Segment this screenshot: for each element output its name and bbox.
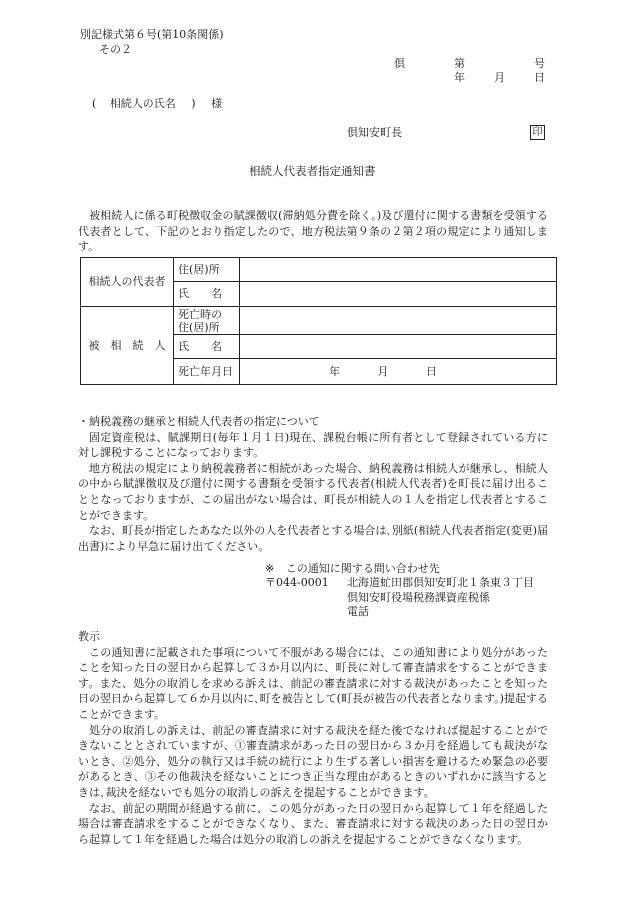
decedent-address-label-line2: 住(居)所 <box>178 320 220 334</box>
representative-name-label: 氏 名 <box>174 282 240 307</box>
contact-postal-code: 〒044-0001 <box>265 576 329 589</box>
addressee-close-paren: ) <box>191 97 196 110</box>
death-date-field[interactable] <box>240 359 557 385</box>
contact-address: 北海道虻田郡倶知安町北１条東３丁目 <box>347 576 534 589</box>
issue-day-label: 日 <box>534 71 545 84</box>
issuer-name: 倶知安町長 <box>347 126 402 139</box>
seal-text: 印 <box>530 125 545 140</box>
issue-year-label: 年 <box>454 71 465 84</box>
addressee-open-paren: ( <box>92 97 97 110</box>
issue-month-label: 月 <box>494 71 505 84</box>
notes-section <box>78 414 548 554</box>
addressee-honorific: 様 <box>211 97 223 110</box>
representative-label: 相続人の代表者 <box>81 258 174 307</box>
reference-suffix: 号 <box>534 57 545 70</box>
contact-phone-label: 電話 <box>347 605 369 618</box>
designation-table <box>80 257 557 385</box>
instruction-heading: 教示 <box>78 630 100 643</box>
decedent-label: 被 相 続 人 <box>81 307 174 385</box>
instruction-paragraph-3: なお、前記の期間が経過する前に、この処分があった日の翌日から起算して１年を経過した場合は審査請求をすることができなくなり、また、審査請求に対する裁決のあった日の翌日から起算して１年を経過した場合は処分の取消しの訴えを提起することができなくなります。 <box>78 801 548 846</box>
decedent-address-label <box>174 307 240 335</box>
contact-office: 倶知安町役場税務課資産税係 <box>347 591 490 604</box>
notes-paragraph-1: 固定資産税は、賦課期日(毎年１月１日)現在、課税台帳に所有者として登録されている方に対し課税することになっております。 <box>78 430 548 460</box>
reference-prefix: 倶 <box>394 57 405 70</box>
representative-name-field[interactable] <box>240 282 557 307</box>
decedent-name-field[interactable] <box>240 335 557 359</box>
death-day-label: 日 <box>426 364 437 378</box>
instruction-section <box>78 629 548 847</box>
contact-mark: ※ <box>265 562 275 575</box>
form-sub-number: その２ <box>99 43 132 56</box>
representative-address-label: 住(居)所 <box>174 258 240 282</box>
decedent-address-label-line1: 死亡時の <box>178 307 222 321</box>
death-date-label: 死亡年月日 <box>174 359 240 385</box>
notes-paragraph-2: 地方税法の規定により納税義務者に相続があった場合、納税義務は相続人が継承し、相続人の中から賦課徴収及び還付に関する書類を受領する代表者(相続人代表者)を町長に届け出ることとなっておりますが、この届出がない場合は、町長が相続人の１人を指定し代表者とすることができます。 <box>78 461 548 522</box>
reference-no-label: 第 <box>454 57 465 70</box>
contact-heading <box>265 562 440 575</box>
seal-mark <box>530 125 545 140</box>
document-title: 相続人代表者指定通知書 <box>249 164 376 178</box>
decedent-name-label: 氏 名 <box>174 335 240 359</box>
death-month-label: 月 <box>377 364 389 378</box>
addressee-name-placeholder: 相続人の氏名 <box>109 97 176 110</box>
form-number: 別記様式第６号(第10条関係) <box>80 28 224 41</box>
decedent-address-field[interactable] <box>240 307 557 335</box>
notes-paragraph-3: なお、町長が指定したあなた以外の人を代表者とする場合は､別紙(相続人代表者指定(変更)届出書)により早急に届け出てください。 <box>78 524 548 553</box>
intro-paragraph: 被相続人に係る町税徴収金の賦課徴収(滞納処分費を除く。)及び還付に関する書類を受領する代表者として、下記のとおり指定したので、地方税法第９条の２第２項の規定により通知します。 <box>78 209 548 254</box>
addressee <box>92 97 222 110</box>
contact-label: この通知に関する問い合わせ先 <box>285 562 440 575</box>
instruction-paragraph-2: 処分の取消しの訴えは、前記の審査請求に対する裁決を経た後でなければ提起することができないこととされていますが、①審査請求があった日の翌日から３か月を経過しても裁決がないとき、②処分、処分の執行又は手続の続行により生ずる著しい損害を避けるため緊急の必要があるとき、③その他裁決を経ないことにつき正当な理由があるときのいずれかに該当するときは､裁決を経ないでも処分の取消しの訴えを提起することができます。 <box>78 723 548 799</box>
death-year-label: 年 <box>329 364 340 378</box>
instruction-paragraph-1: この通知書に記載された事項について不服がある場合には、この通知書により処分があったことを知った日の翌日から起算して３か月以内に、町長に対して審査請求をすることができます。また、処分の取消しを求める訴えは、前記の審査請求に対する裁決があったことを知った日の翌日から起算して６か月以内に､町を被告として(町長が被告の代表者となります。)提起することができます。 <box>78 645 548 721</box>
notes-heading: ・納税義務の継承と相続人代表者の指定について <box>78 415 320 428</box>
representative-address-field[interactable] <box>240 258 557 282</box>
